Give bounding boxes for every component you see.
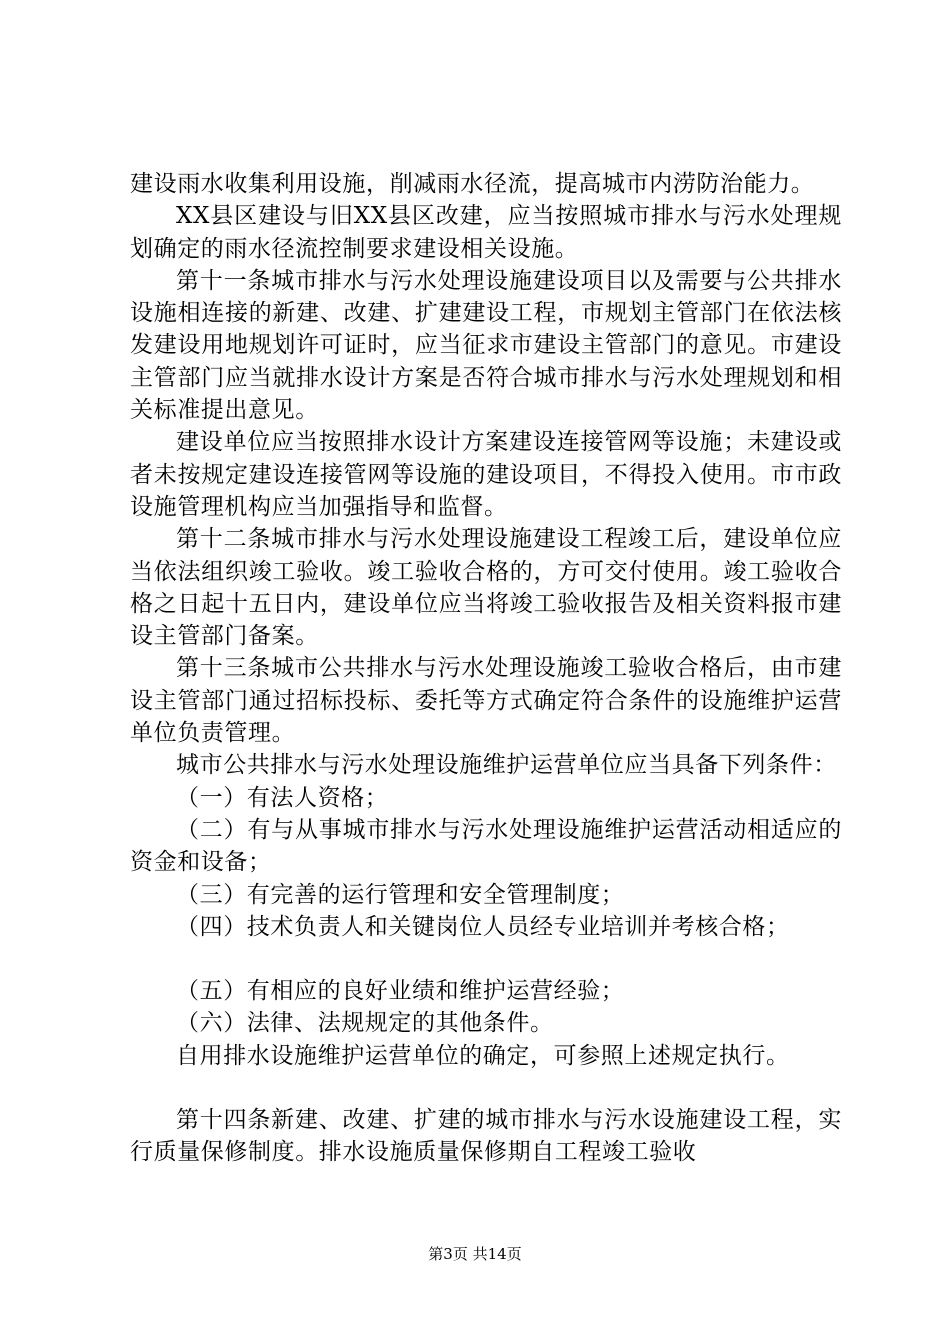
list-item: （二）有与从事城市排水与污水处理设施维护运营活动相适应的资金和设备； xyxy=(130,816,842,876)
spacer xyxy=(130,943,842,975)
paragraph: 自用排水设施维护运营单位的确定，可参照上述规定执行。 xyxy=(176,1042,790,1069)
paragraph: XX县区建设与旧XX县区改建，应当按照城市排水与污水处理规划确定的雨水径流控制要求建设相关设施。 xyxy=(130,203,842,262)
spacer xyxy=(130,1072,842,1104)
paragraph: 城市公共排水与污水处理设施维护运营单位应当具备下列条件： xyxy=(176,752,837,779)
document-body xyxy=(130,168,842,1169)
list-item: （四）技术负责人和关键岗位人员经专业培训并考核合格； xyxy=(176,913,790,940)
article-14: 第十四条新建、改建、扩建的城市排水与污水设施建设工程，实行质量保修制度。排水设施质量保修期自工程竣工验收 xyxy=(130,1107,842,1166)
page-footer: 第3页 共14页 xyxy=(428,1245,522,1263)
list-item: （一）有法人资格； xyxy=(176,784,389,811)
list-item: （六）法律、法规规定的其他条件。 xyxy=(176,1010,554,1037)
article-12: 第十二条城市排水与污水处理设施建设工程竣工后，建设单位应当依法组织竣工验收。竣工验收合格的，方可交付使用。竣工验收合格之日起十五日内，建设单位应当将竣工验收报告及相关资料报市建设主管部门备案。 xyxy=(130,526,842,650)
article-13: 第十三条城市公共排水与污水处理设施竣工验收合格后，由市建设主管部门通过招标投标、委托等方式确定符合条件的设施维护运营单位负责管理。 xyxy=(130,655,842,747)
paragraph-continuation: 建设雨水收集利用设施，削减雨水径流，提高城市内涝防治能力。 xyxy=(130,171,815,197)
paragraph: 建设单位应当按照排水设计方案建设连接管网等设施；未建设或者未按规定建设连接管网等设施的建设项目，不得投入使用。市市政设施管理机构应当加强指导和监督。 xyxy=(130,429,842,520)
list-item: （五）有相应的良好业绩和维护运营经验； xyxy=(176,978,625,1005)
list-item: （三）有完善的运行管理和安全管理制度； xyxy=(176,881,625,908)
article-11: 第十一条城市排水与污水处理设施建设项目以及需要与公共排水设施相连接的新建、改建、扩建建设工程，市规划主管部门在依法核发建设用地规划许可证时，应当征求市建设主管部门的意见。市建设主管部门应当就排水设计方案是否符合城市排水与污水处理规划和相关标准提出意见。 xyxy=(130,267,842,424)
